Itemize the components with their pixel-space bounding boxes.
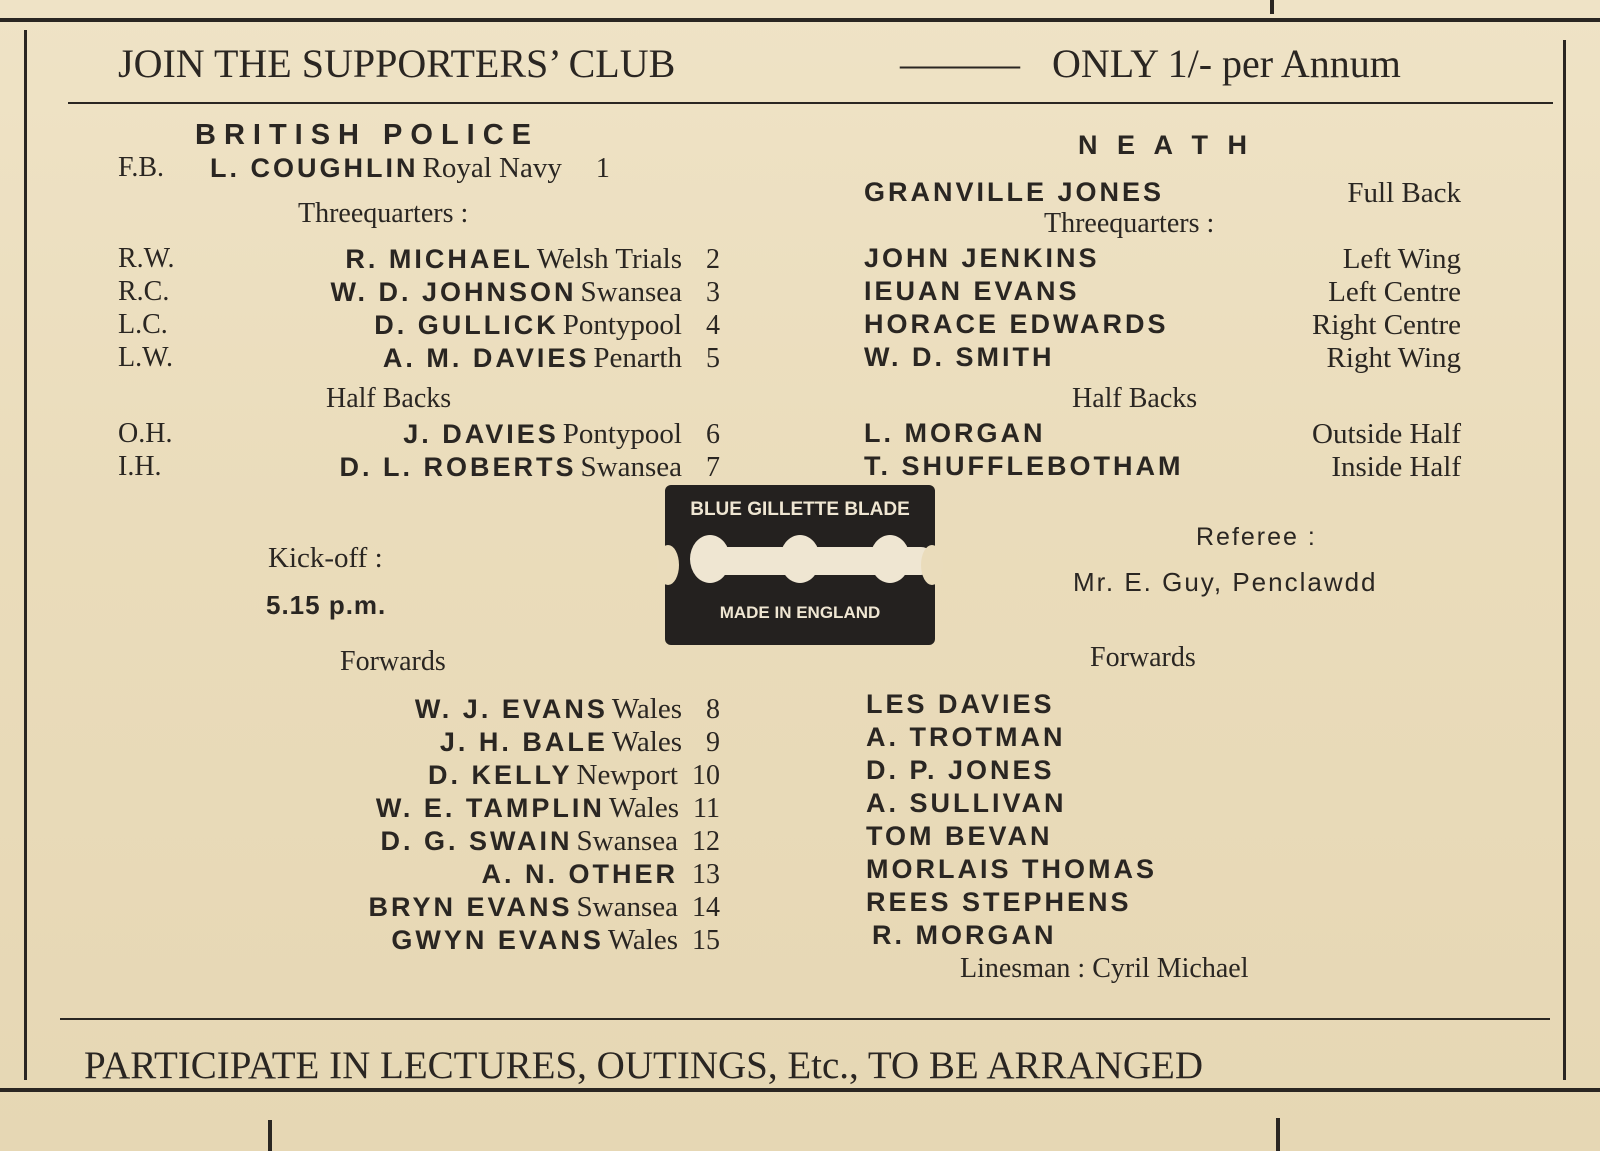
player-number: 10 [692,760,720,791]
player-number: 3 [706,277,720,308]
police-forward-row [110,693,720,725]
player-name: D. L. ROBERTS [339,452,577,482]
neath-halfbacks-heading: Half Backs [1072,383,1198,414]
player-name: D. GULLICK [374,310,559,340]
neath-forward-name: MORLAIS THOMAS [866,854,1157,884]
header-left-text: JOIN THE SUPPORTERS’ CLUB [118,41,676,86]
fold-mark-top [1270,0,1274,14]
neath-forward-name: R. MORGAN [872,920,1057,950]
player-club: Newport [576,759,678,791]
position-label: R.W. [118,243,175,274]
police-halfbacks-heading: Half Backs [326,383,452,414]
player-name: A. M. DAVIES [382,343,590,373]
outer-top-rule [0,18,1600,22]
police-team-title: BRITISH POLICE [195,119,540,151]
neath-forward-name: D. P. JONES [866,755,1055,785]
player-number: 2 [706,244,720,275]
neath-threequarter-row [864,243,1461,275]
neath-threequarter-row [864,309,1461,341]
player-name: W. E. TAMPLIN [375,793,605,823]
position-label: F.B. [118,152,165,183]
police-threequarter-row [110,309,720,341]
footer-rule [60,1018,1550,1020]
footer-text: PARTICIPATE IN LECTURES, OUTINGS, Etc., TO BE ARRANGED [84,1044,1203,1087]
fold-mark-bottom-left [268,1120,272,1151]
kickoff-time: 5.15 p.m. [266,590,387,620]
player-club: Swansea [580,276,682,308]
advert-top-text: BLUE GILLETTE BLADE [690,499,910,520]
position-label: L.C. [118,309,168,340]
player-name: W. D. JOHNSON [330,277,577,307]
player-name: R. MICHAEL [345,244,533,274]
player-club: Wales [611,693,682,725]
neath-halfback-row [864,451,1461,483]
player-name: HORACE EDWARDS [864,309,1169,339]
police-threequarter-row [110,243,720,275]
neath-halfback-row [864,418,1461,450]
player-club: Penarth [593,342,682,374]
police-forward-row [110,726,720,758]
police-fullback-row [110,152,720,184]
player-number: 8 [706,694,720,725]
player-position: Inside Half [1331,451,1461,483]
linesman: Linesman : Cyril Michael [960,953,1249,984]
player-name: L. MORGAN [864,418,1046,448]
gillette-blade-advert [645,485,955,645]
neath-forward-name: LES DAVIES [866,689,1055,719]
player-number: 12 [692,826,720,857]
advert-bottom-text: MADE IN ENGLAND [719,603,881,622]
player-name: IEUAN EVANS [864,276,1080,306]
police-forward-row [110,891,720,923]
police-threequarters-heading: Threequarters : [298,198,469,229]
position-label: L.W. [118,342,173,373]
player-name: GRANVILLE JONES [864,177,1165,207]
player-name: J. H. BALE [439,727,608,757]
player-club: Wales [611,726,682,758]
player-number: 14 [692,892,720,923]
player-club: Swansea [576,891,678,923]
player-number: 6 [706,419,720,450]
player-position: Right Wing [1326,342,1461,374]
header-right-text: ONLY 1/- per Annum [1052,41,1401,86]
player-club: Welsh Trials [536,243,682,275]
police-threequarter-row [110,342,720,374]
player-name: D. KELLY [427,760,573,790]
neath-forward-name: A. TROTMAN [866,722,1066,752]
player-name: W. D. SMITH [864,342,1055,372]
player-name: J. DAVIES [403,419,559,449]
player-club: Wales [607,924,678,956]
player-name: D. G. SWAIN [380,826,573,856]
neath-team-title: N E A T H [1078,130,1253,160]
header-dash: ——— [900,41,1020,86]
player-number: 15 [692,925,720,956]
player-position: Left Centre [1328,276,1461,308]
player-position: Right Centre [1311,309,1461,341]
fold-mark-bottom-right [1276,1118,1280,1151]
player-club: Swansea [576,825,678,857]
position-label: R.C. [118,276,170,307]
player-name: GWYN EVANS [391,925,604,955]
police-halfback-row [110,451,720,483]
blade-notch [921,545,943,585]
kickoff-label: Kick-off : [268,542,383,574]
razor-blade-icon [665,485,935,645]
player-number: 13 [692,859,720,890]
blade-hole [870,535,910,583]
police-forward-row [110,825,720,857]
player-club: Wales [608,792,680,824]
player-name: W. J. EVANS [414,694,608,724]
player-club: Royal Navy [422,152,562,184]
player-number: 11 [693,793,720,824]
blade-notch [657,545,679,585]
police-threequarter-row [110,276,720,308]
blade-hole [690,535,730,583]
player-number: 7 [706,452,720,483]
police-forward-row [110,858,720,890]
position-label: I.H. [118,451,162,482]
player-club: Pontypool [562,309,682,341]
player-club: Pontypool [562,418,682,450]
police-halfback-row [110,418,720,450]
outer-bottom-rule [0,1088,1600,1092]
player-position: Left Wing [1342,243,1461,275]
police-forwards-heading: Forwards [340,646,446,677]
position-label: O.H. [118,418,173,449]
player-name: A. N. OTHER [481,859,678,889]
neath-forward-name: REES STEPHENS [866,887,1132,917]
player-position: Full Back [1347,177,1461,209]
left-border [24,30,27,1080]
referee-name: Mr. E. Guy, Penclawdd [1073,567,1378,597]
referee-label: Referee : [1196,523,1317,551]
player-name: L. COUGHLIN [210,153,419,183]
blade-hole [780,535,820,583]
player-number: 4 [706,310,720,341]
player-name: T. SHUFFLEBOTHAM [864,451,1184,481]
neath-threequarters-heading: Threequarters : [1044,208,1215,239]
player-number: 5 [706,343,720,374]
neath-forward-name: TOM BEVAN [866,821,1053,851]
neath-threequarter-row [864,276,1461,308]
player-number: 1 [595,153,610,184]
player-name: BRYN EVANS [368,892,573,922]
right-border [1563,40,1566,1080]
police-forward-row [110,759,720,791]
player-position: Outside Half [1312,418,1461,450]
neath-threequarter-row [864,342,1461,374]
header-rule [68,102,1553,104]
player-club: Swansea [580,451,682,483]
neath-forward-name: A. SULLIVAN [866,788,1067,818]
neath-forwards-heading: Forwards [1090,642,1196,673]
police-forward-row [110,924,720,956]
player-number: 9 [706,727,720,758]
player-name: JOHN JENKINS [864,243,1100,273]
neath-fullback-row [864,177,1461,209]
police-forward-row [110,792,720,824]
